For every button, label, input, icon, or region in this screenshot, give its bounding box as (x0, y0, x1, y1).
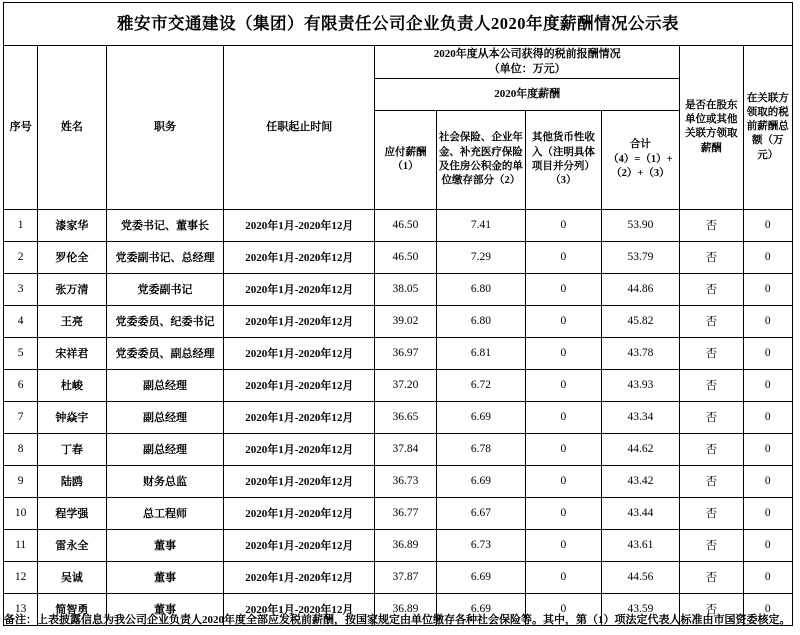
cell-related-amount: 0 (743, 273, 792, 305)
cell-other: 0 (526, 305, 601, 337)
cell-position: 副总经理 (106, 401, 224, 433)
table-body (4, 209, 793, 625)
cell-total: 43.44 (601, 497, 679, 529)
cell-other: 0 (526, 369, 601, 401)
cell-related-amount: 0 (743, 465, 792, 497)
cell-index: 1 (4, 209, 38, 241)
header-term: 任职起止时间 (224, 46, 375, 210)
cell-other: 0 (526, 209, 601, 241)
cell-other: 0 (526, 465, 601, 497)
cell-position: 财务总监 (106, 465, 224, 497)
cell-term: 2020年1月-2020年12月 (224, 337, 375, 369)
cell-total: 44.56 (601, 561, 679, 593)
cell-index: 6 (4, 369, 38, 401)
cell-insurance: 6.69 (436, 561, 526, 593)
header-pretax-line2: （单位：万元） (488, 62, 566, 75)
cell-term: 2020年1月-2020年12月 (224, 529, 375, 561)
cell-term: 2020年1月-2020年12月 (224, 273, 375, 305)
cell-related-amount: 0 (743, 401, 792, 433)
cell-position: 党委书记、董事长 (106, 209, 224, 241)
cell-term: 2020年1月-2020年12月 (224, 369, 375, 401)
header-related-amount: 在关联方领取的税前薪酬总额（万元） (743, 46, 792, 210)
cell-index: 10 (4, 497, 38, 529)
cell-term: 2020年1月-2020年12月 (224, 241, 375, 273)
cell-index: 12 (4, 561, 38, 593)
cell-index: 9 (4, 465, 38, 497)
cell-related-amount: 0 (743, 593, 792, 625)
cell-index: 7 (4, 401, 38, 433)
cell-total: 43.59 (601, 593, 679, 625)
cell-total: 43.61 (601, 529, 679, 561)
cell-total: 43.34 (601, 401, 679, 433)
cell-related: 否 (680, 241, 743, 273)
cell-other: 0 (526, 529, 601, 561)
table-row (4, 305, 793, 337)
cell-related-amount: 0 (743, 529, 792, 561)
cell-salary: 46.50 (375, 209, 436, 241)
cell-index: 5 (4, 337, 38, 369)
header-row-group (4, 46, 793, 79)
table-row (4, 337, 793, 369)
cell-salary: 36.73 (375, 465, 436, 497)
cell-salary: 39.02 (375, 305, 436, 337)
cell-related: 否 (680, 273, 743, 305)
cell-related: 否 (680, 369, 743, 401)
cell-other: 0 (526, 273, 601, 305)
cell-index: 3 (4, 273, 38, 305)
cell-related-amount: 0 (743, 337, 792, 369)
cell-term: 2020年1月-2020年12月 (224, 561, 375, 593)
cell-term: 2020年1月-2020年12月 (224, 497, 375, 529)
header-other-income: 其他货币性收入（注明具体项目并分列）（3） (526, 110, 601, 209)
header-index: 序号 (4, 46, 38, 210)
cell-related: 否 (680, 209, 743, 241)
cell-other: 0 (526, 497, 601, 529)
cell-related: 否 (680, 497, 743, 529)
cell-salary: 36.97 (375, 337, 436, 369)
salary-table (3, 2, 793, 626)
header-name: 姓名 (38, 46, 106, 210)
cell-related-amount: 0 (743, 305, 792, 337)
cell-term: 2020年1月-2020年12月 (224, 593, 375, 625)
table-row (4, 369, 793, 401)
cell-insurance: 7.29 (436, 241, 526, 273)
cell-related: 否 (680, 465, 743, 497)
cell-position: 董事 (106, 529, 224, 561)
title-row (4, 3, 793, 46)
header-position: 职务 (106, 46, 224, 210)
cell-term: 2020年1月-2020年12月 (224, 465, 375, 497)
cell-related: 否 (680, 561, 743, 593)
cell-name: 钟焱宇 (38, 401, 106, 433)
cell-salary: 37.20 (375, 369, 436, 401)
cell-position: 董事 (106, 561, 224, 593)
cell-related: 否 (680, 337, 743, 369)
cell-insurance: 6.81 (436, 337, 526, 369)
cell-index: 13 (4, 593, 38, 625)
cell-total: 45.82 (601, 305, 679, 337)
header-insurance: 社会保险、企业年金、补充医疗保险及住房公积金的单位缴存部分（2） (436, 110, 526, 209)
cell-salary: 37.87 (375, 561, 436, 593)
cell-position: 副总经理 (106, 433, 224, 465)
cell-insurance: 6.80 (436, 305, 526, 337)
cell-index: 11 (4, 529, 38, 561)
cell-insurance: 6.72 (436, 369, 526, 401)
cell-position: 副总经理 (106, 369, 224, 401)
header-salary-2020: 2020年度薪酬 (375, 78, 680, 110)
page-title: 雅安市交通建设（集团）有限责任公司企业负责人2020年度薪酬情况公示表 (4, 3, 793, 46)
cell-name: 陆鸥 (38, 465, 106, 497)
cell-insurance: 6.67 (436, 497, 526, 529)
cell-related-amount: 0 (743, 433, 792, 465)
cell-other: 0 (526, 241, 601, 273)
cell-insurance: 6.69 (436, 465, 526, 497)
cell-name: 丁春 (38, 433, 106, 465)
cell-other: 0 (526, 337, 601, 369)
cell-total: 44.62 (601, 433, 679, 465)
cell-name: 吴诚 (38, 561, 106, 593)
cell-related: 否 (680, 529, 743, 561)
cell-other: 0 (526, 593, 601, 625)
header-total (601, 110, 679, 209)
cell-related-amount: 0 (743, 369, 792, 401)
cell-name: 罗伦全 (38, 241, 106, 273)
header-pretax-line1: 2020年度从本公司获得的税前报酬情况 (433, 48, 621, 60)
table-row (4, 401, 793, 433)
cell-name: 雷永全 (38, 529, 106, 561)
cell-salary: 36.77 (375, 497, 436, 529)
cell-insurance: 6.73 (436, 529, 526, 561)
table-row (4, 209, 793, 241)
cell-salary: 46.50 (375, 241, 436, 273)
cell-salary: 37.84 (375, 433, 436, 465)
cell-position: 总工程师 (106, 497, 224, 529)
cell-other: 0 (526, 561, 601, 593)
cell-position: 党委副书记、总经理 (106, 241, 224, 273)
cell-insurance: 6.80 (436, 273, 526, 305)
cell-insurance: 7.41 (436, 209, 526, 241)
table-row (4, 433, 793, 465)
table-row (4, 497, 793, 529)
cell-name: 杜峻 (38, 369, 106, 401)
cell-index: 4 (4, 305, 38, 337)
table-row (4, 241, 793, 273)
header-pretax-group (375, 46, 680, 79)
cell-salary: 38.05 (375, 273, 436, 305)
table-row (4, 529, 793, 561)
cell-term: 2020年1月-2020年12月 (224, 209, 375, 241)
cell-related: 否 (680, 593, 743, 625)
header-total-line2: （4）=（1）+（2）+（3） (608, 153, 673, 179)
cell-name: 张万清 (38, 273, 106, 305)
cell-position: 党委副书记 (106, 273, 224, 305)
cell-term: 2020年1月-2020年12月 (224, 433, 375, 465)
cell-term: 2020年1月-2020年12月 (224, 305, 375, 337)
cell-related-amount: 0 (743, 209, 792, 241)
cell-name: 宋祥君 (38, 337, 106, 369)
table-row (4, 561, 793, 593)
cell-total: 44.86 (601, 273, 679, 305)
cell-salary: 36.89 (375, 529, 436, 561)
cell-insurance: 6.69 (436, 401, 526, 433)
cell-related: 否 (680, 305, 743, 337)
cell-total: 43.93 (601, 369, 679, 401)
header-payable: 应付薪酬（1） (375, 110, 436, 209)
cell-total: 53.90 (601, 209, 679, 241)
table-row (4, 273, 793, 305)
cell-index: 8 (4, 433, 38, 465)
cell-related: 否 (680, 433, 743, 465)
cell-position: 董事 (106, 593, 224, 625)
cell-other: 0 (526, 433, 601, 465)
cell-total: 43.42 (601, 465, 679, 497)
cell-insurance: 6.78 (436, 433, 526, 465)
cell-name: 简智勇 (38, 593, 106, 625)
cell-position: 党委委员、副总经理 (106, 337, 224, 369)
cell-salary: 36.65 (375, 401, 436, 433)
cell-related-amount: 0 (743, 241, 792, 273)
cell-name: 程学强 (38, 497, 106, 529)
cell-salary: 36.89 (375, 593, 436, 625)
cell-total: 53.79 (601, 241, 679, 273)
cell-total: 43.78 (601, 337, 679, 369)
cell-related-amount: 0 (743, 497, 792, 529)
header-total-line1: 合计 (629, 139, 651, 151)
cell-position: 党委委员、纪委书记 (106, 305, 224, 337)
cell-related-amount: 0 (743, 561, 792, 593)
cell-other: 0 (526, 401, 601, 433)
cell-insurance: 6.69 (436, 593, 526, 625)
cell-name: 漆家华 (38, 209, 106, 241)
table-row (4, 465, 793, 497)
cell-term: 2020年1月-2020年12月 (224, 401, 375, 433)
header-related: 是否在股东单位或其他关联方领取薪酬 (680, 46, 743, 210)
cell-name: 王亮 (38, 305, 106, 337)
cell-related: 否 (680, 401, 743, 433)
footnote: 备注：上表披露信息为我公司企业负责人2020年度全部应发税前薪酬，按国家规定由单位缴存各种社会保险等。其中，第（1）项法定代表人标准由市国资委核定。 (4, 614, 791, 626)
cell-index: 2 (4, 241, 38, 273)
